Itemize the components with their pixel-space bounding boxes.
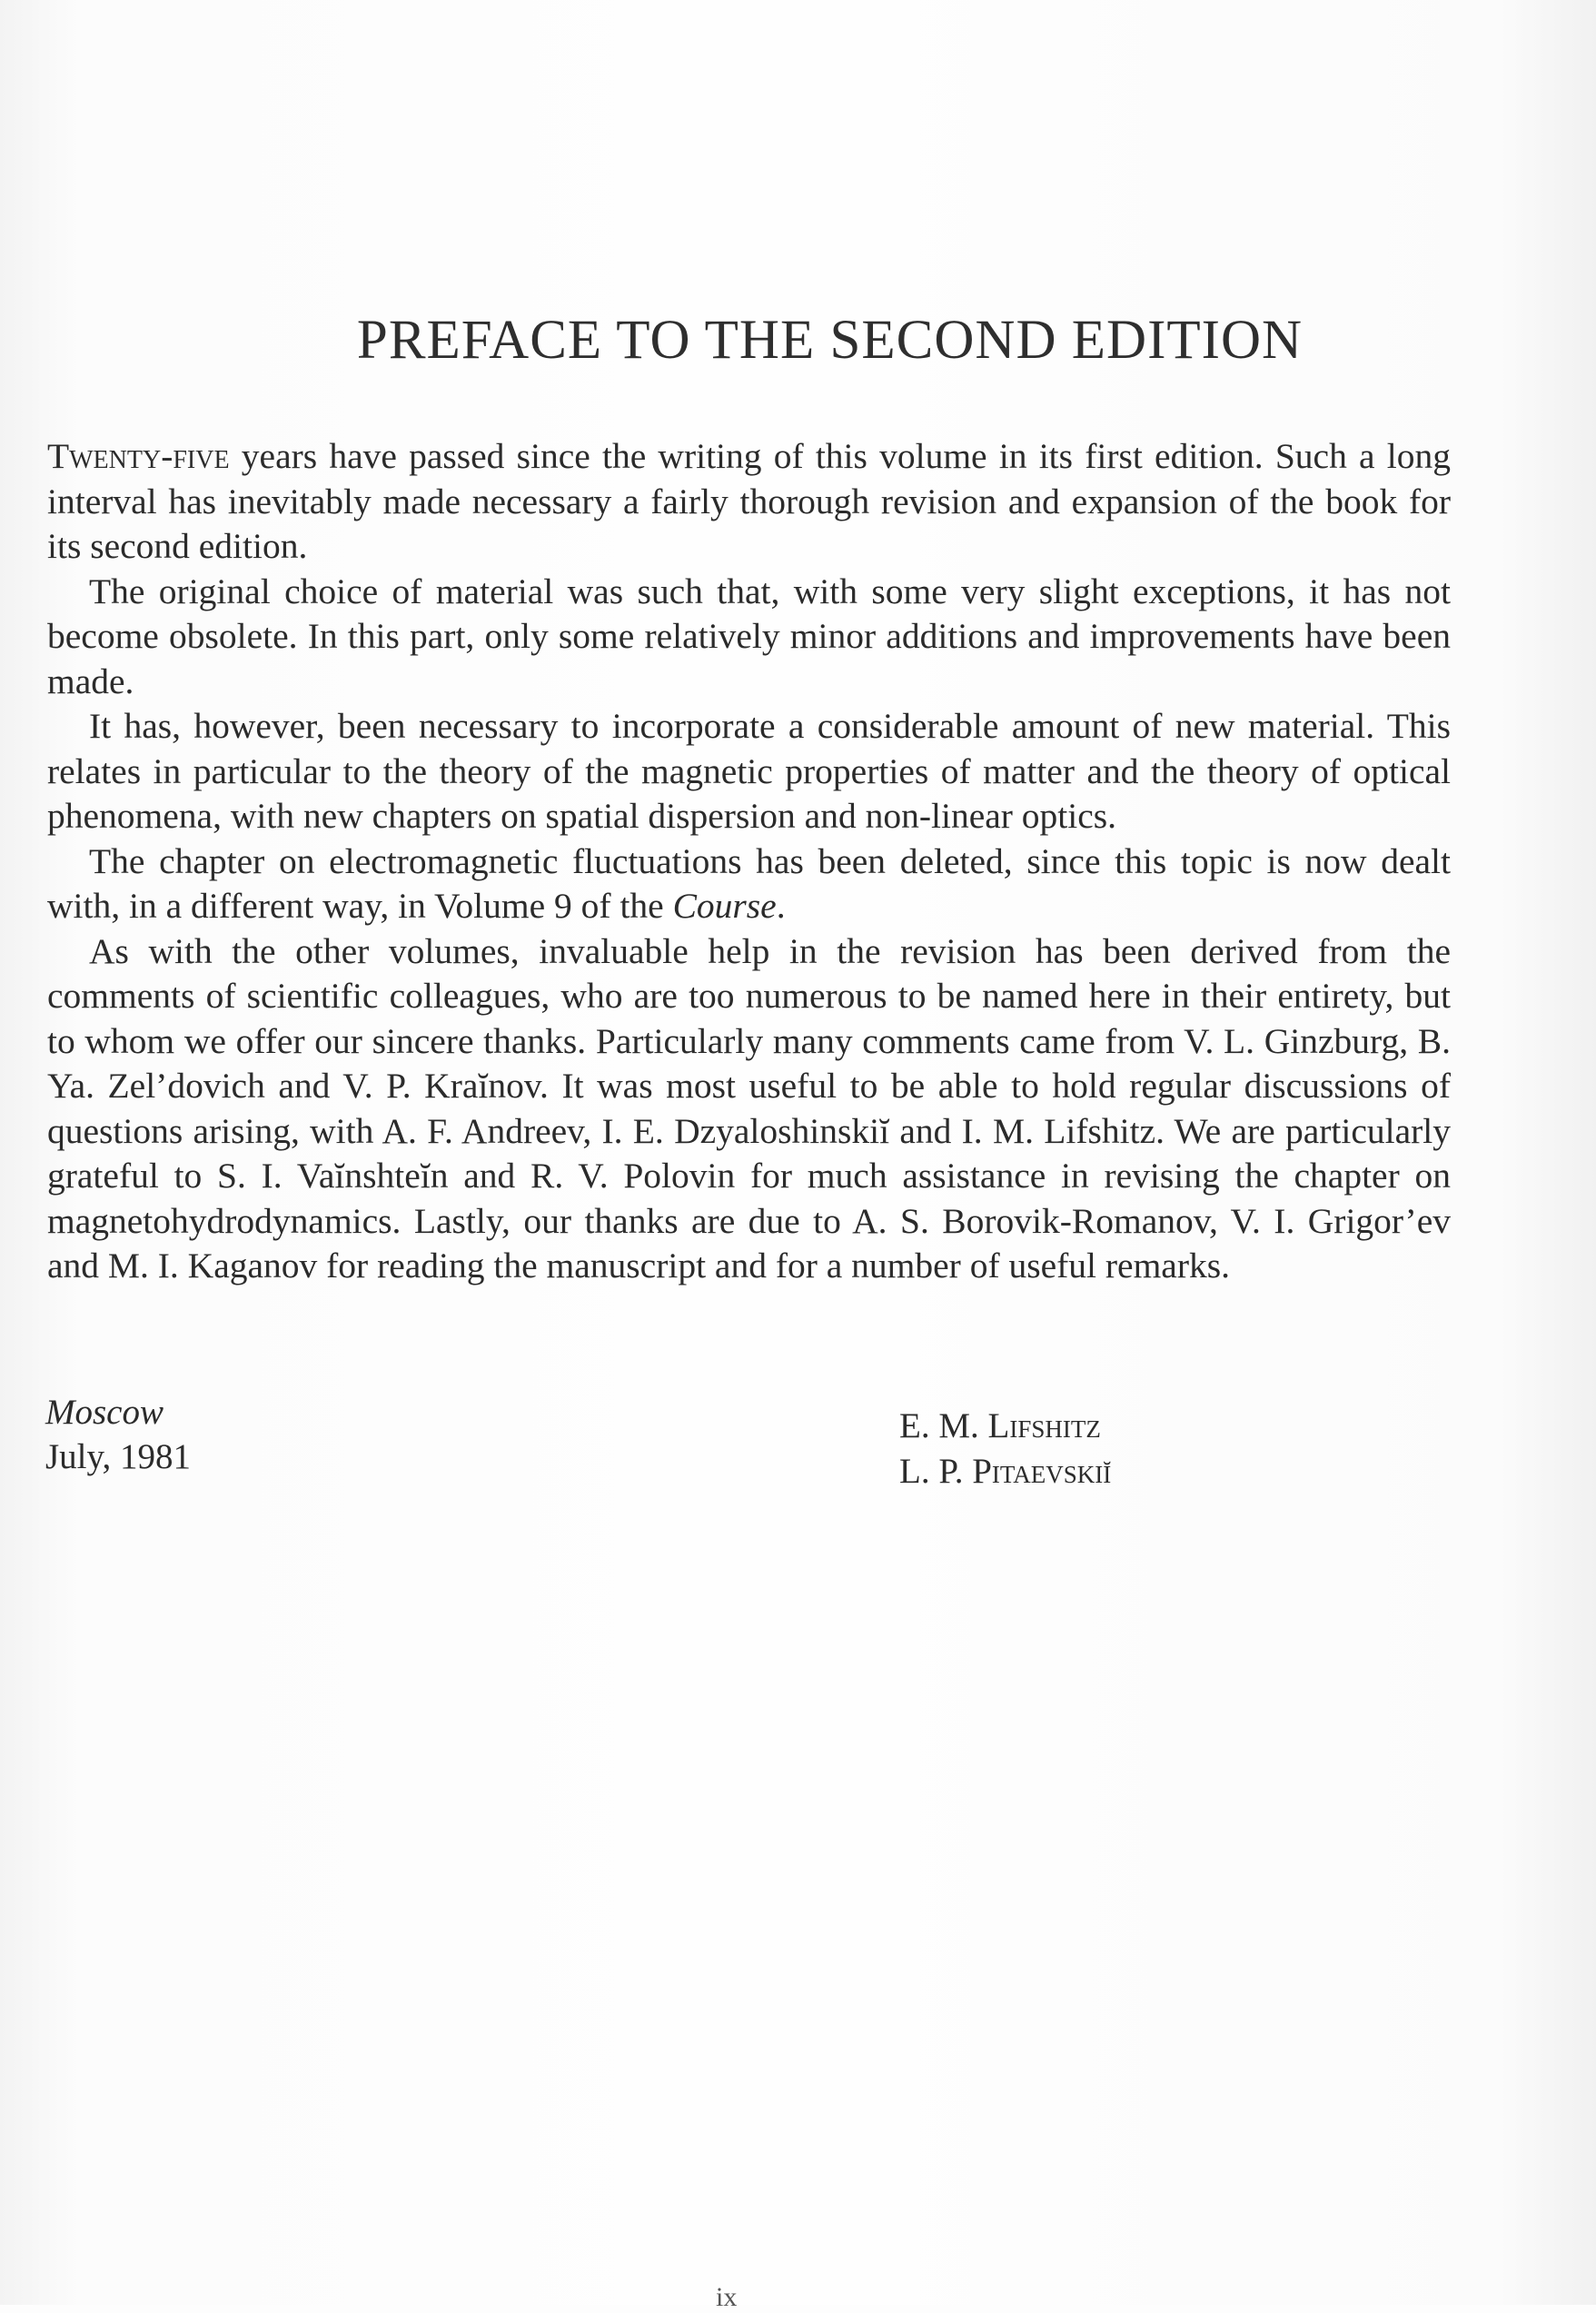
signoff-place bbox=[45, 1390, 191, 1479]
preface-body bbox=[47, 434, 1451, 1289]
paragraph-2: The original choice of material was such that, with some very slight exceptions, it has not become obsolete. In this part, only some relatively minor additions and improvements have been made. bbox=[47, 571, 1451, 701]
author-1 bbox=[899, 1404, 1111, 1449]
paragraph-1-text: years have passed since the writing of this volume in its first edition. Such a long interval has inevitably made necessary a fairly thorough revision and expansion of the book for its second edition. bbox=[47, 436, 1451, 566]
author-1-surname: Lifshitz bbox=[987, 1406, 1101, 1445]
course-italic: Course bbox=[672, 886, 777, 926]
paragraph-4-end: . bbox=[776, 886, 786, 926]
place-name: Moscow bbox=[45, 1393, 164, 1432]
author-1-initials: E. M. bbox=[899, 1406, 988, 1445]
author-2 bbox=[899, 1449, 1111, 1494]
paragraph-5: As with the other volumes, invaluable help in the revision has been derived from the comments of scientific colleagues, who are too numerous to be named here in their entirety, but to whom we offer our sincere thanks. Particularly many comments came from V. L. Ginzburg, B. Ya. Zel’dovich and V. P. Kraĭnov. It was most useful to be able to hold regular discussions of questions arising, with A. F. Andreev, I. E. Dzyaloshinskiĭ and I. M. Lifshitz. We are particularly grateful to S. I. Vaĭnshteĭn and R. V. Polovin for much assistance in revising the chapter on magnetohydrodynamics. Lastly, our thanks are due to A. S. Borovik-Romanov, V. I. Grigor’ev and M. I. Kaganov for reading the manuscript and for a number of useful remarks. bbox=[47, 930, 1451, 1286]
paragraph-4 bbox=[47, 839, 1451, 929]
author-2-initials: L. P. bbox=[899, 1452, 973, 1491]
paragraph-1 bbox=[47, 434, 1451, 570]
signoff-authors bbox=[899, 1404, 1111, 1494]
lead-smallcaps: Twenty-five bbox=[47, 436, 230, 476]
paragraph-3: It has, however, been necessary to incorporate a considerable amount of new material. This relates in particular to the theory of the magnetic properties of matter and the theory of optical phenomena, with new chapters on spatial dispersion and non-linear optics. bbox=[47, 706, 1451, 836]
paragraph-4-text: The chapter on electromagnetic fluctuations has been deleted, since this topic is now dealt with, in a different way, in Volume 9 of the bbox=[47, 840, 1451, 926]
author-2-surname: Pitaevskiĭ bbox=[972, 1452, 1112, 1491]
signoff-date: July, 1981 bbox=[45, 1437, 191, 1476]
page-number: ix bbox=[716, 2282, 738, 2312]
page-title: PREFACE TO THE SECOND EDITION bbox=[356, 310, 1304, 371]
